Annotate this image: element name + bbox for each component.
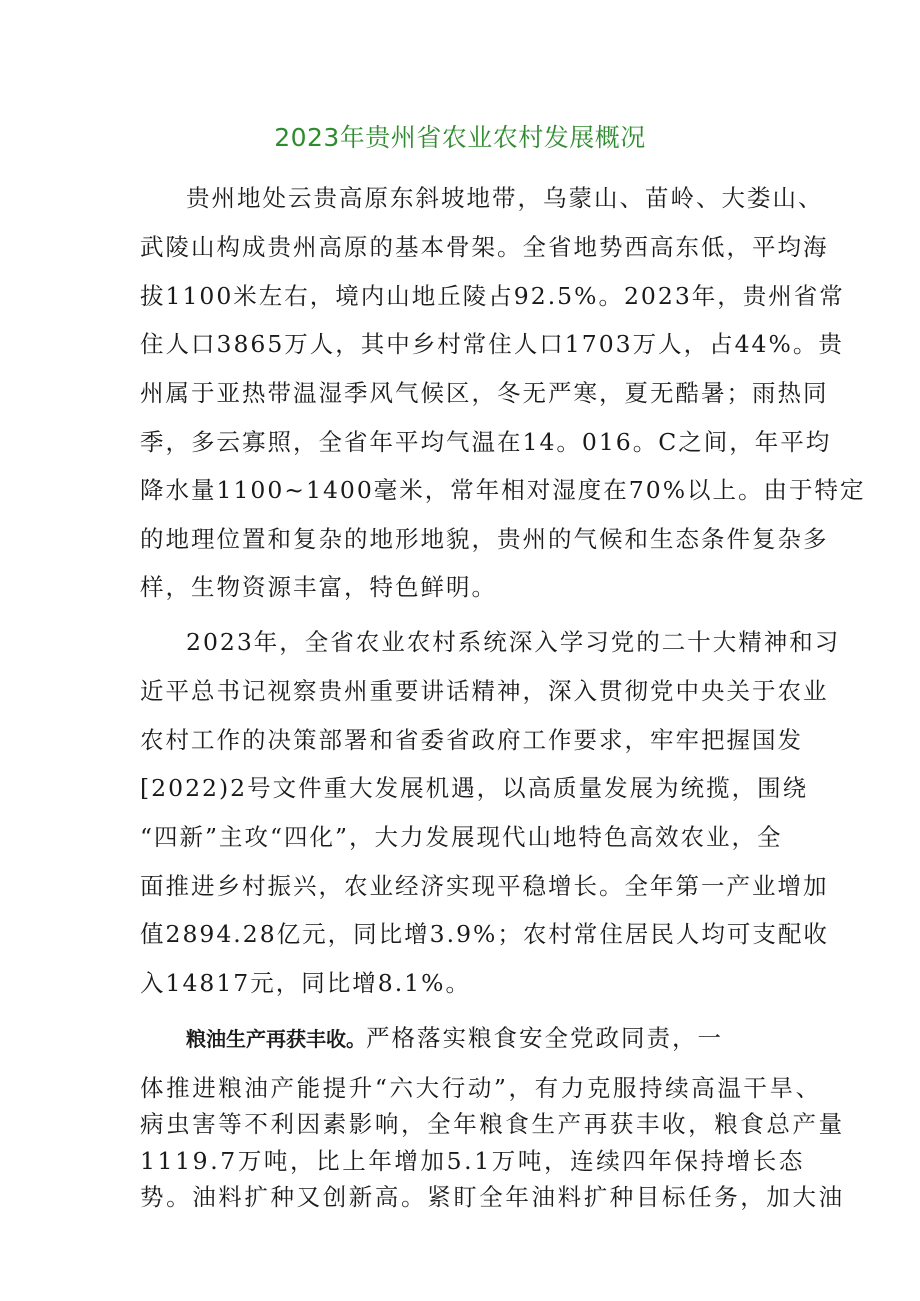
- paragraph-1-line: 季，多云寡照，全省年平均气温在14。016。C之间，年平均: [140, 428, 832, 456]
- paragraph-1-line: 降水量1100~1400毫米，常年相对湿度在70%以上。由于特定: [140, 476, 866, 504]
- paragraph-2-line: 近平总书记视察贵州重要讲话精神，深入贯彻党中央关于农业: [140, 677, 829, 705]
- paragraph-2-line: 2023年，全省农业农村系统深入学习党的二十大精神和习: [186, 628, 841, 656]
- paragraph-1-line: 贵州地处云贵高原东斜坡地带，乌蒙山、苗岭、大娄山、: [186, 184, 824, 212]
- paragraph-2-line: “四新”主攻“四化”，大力发展现代山地特色高效农业，全: [140, 823, 783, 851]
- paragraph-2-line: [2022)2号文件重大发展机遇，以高质量发展为统揽，围绕: [140, 774, 809, 802]
- paragraph-2-line: 值2894.28亿元，同比增3.9%；农村常住居民人均可支配收: [140, 920, 829, 948]
- paragraph-2-line: 面推进乡村振兴，农业经济实现平稳增长。全年第一产业增加: [140, 872, 829, 900]
- paragraph-1-line: 样，生物资源丰富，特色鲜明。: [140, 573, 497, 601]
- paragraph-3-first-line: [186, 1018, 780, 1059]
- paragraph-3-line: 势。油料扩种又创新高。紧盯全年油料扩种目标任务，加大油: [140, 1183, 845, 1211]
- paragraph-1-line: 武陵山构成贵州高原的基本骨架。全省地势西高东低，平均海: [140, 233, 829, 261]
- paragraph-1-line: 拔1100米左右，境内山地丘陵占92.5%。2023年，贵州省常: [140, 282, 845, 310]
- paragraph-3-line: 体推进粮油产能提升“六大行动”，有力克服持续高温干旱、: [140, 1074, 822, 1102]
- paragraph-3-line: 1119.7万吨，比上年增加5.1万吨，连续四年保持增长态: [140, 1147, 805, 1175]
- paragraph-1-line: 州属于亚热带温湿季风气候区，冬无严寒，夏无酷暑；雨热同: [140, 379, 829, 407]
- section-heading: 粮油生产再获丰收。: [186, 1027, 366, 1051]
- paragraph-1-line: 住人口3865万人，其中乡村常住人口1703万人，占44%。贵: [140, 330, 844, 358]
- paragraph-2-line: 入14817元，同比增8.1%。: [140, 969, 471, 997]
- paragraph-2-line: 农村工作的决策部署和省委省政府工作要求，牢牢把握国发: [140, 726, 803, 754]
- document-title: 2023年贵州省农业农村发展概况: [274, 123, 646, 152]
- paragraph-1-line: 的地理位置和复杂的地形地貌，贵州的气候和生态条件复杂多: [140, 525, 829, 553]
- paragraph-3-line: 病虫害等不利因素影响，全年粮食生产再获丰收，粮食总产量: [140, 1110, 845, 1138]
- paragraph-3-first-line-text: 严格落实粮食安全党政同责，一: [366, 1024, 723, 1052]
